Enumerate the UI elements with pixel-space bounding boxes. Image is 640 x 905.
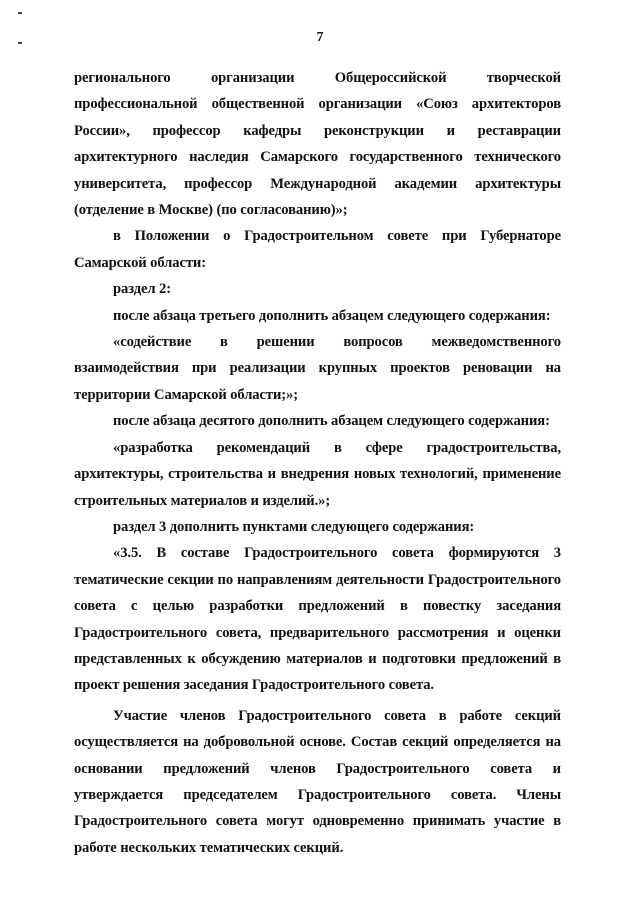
paragraph: в Положении о Градостроительном совете при Губернаторе Самарской области: [74, 228, 561, 271]
paragraph: «разработка рекомендаций в сфере градостроительства, архитектуры, строительства и внедрения новых технологий, применение строительных материалов и изделий.»; [74, 439, 561, 509]
paragraph: после абзаца десятого дополнить абзацем следующего содержания: [113, 413, 550, 430]
paragraph: «содействие в решении вопросов межведомственного взаимодействия при реализации крупных проектов реновации на территории Самарской области;»; [74, 334, 561, 403]
page-number: 7 [316, 30, 324, 45]
document-body [74, 65, 561, 861]
paragraph: «3.5. В составе Градостроительного совета формируются 3 тематические секции по направлениям деятельности Градостроительного совета с целью разработки предложений в повестку заседания Градостроительного совета, предварительного рассмотрения и оценки представленных к обсуждению материалов и подготовки предложений в проект решения заседания Градостроительного совета. [74, 545, 561, 694]
paragraph: раздел 2: [113, 281, 171, 298]
paragraph: после абзаца третьего дополнить абзацем следующего содержания: [113, 307, 551, 324]
scan-mark [18, 12, 22, 14]
paragraph: Участие членов Градостроительного совета в работе секций осуществляется на добровольной основе. Состав секций определяется на основании предложений членов Градостроительного совета и утверждается председателем Градостроительного совета. Члены Градостроительного совета могут одновременно принимать участие в работе нескольких тематических секций. [74, 707, 561, 856]
paragraph: раздел 3 дополнить пунктами следующего содержания: [113, 518, 475, 535]
paragraph: регионального организации Общероссийской творческой профессиональной общественной организации «Союз архитекторов России», профессор кафедры реконструкции и реставрации архитектурного наследия Самарского государственного технического университета, профессор Международной академии архитектуры (отделение в Москве) (по согласованию)»; [74, 70, 561, 219]
